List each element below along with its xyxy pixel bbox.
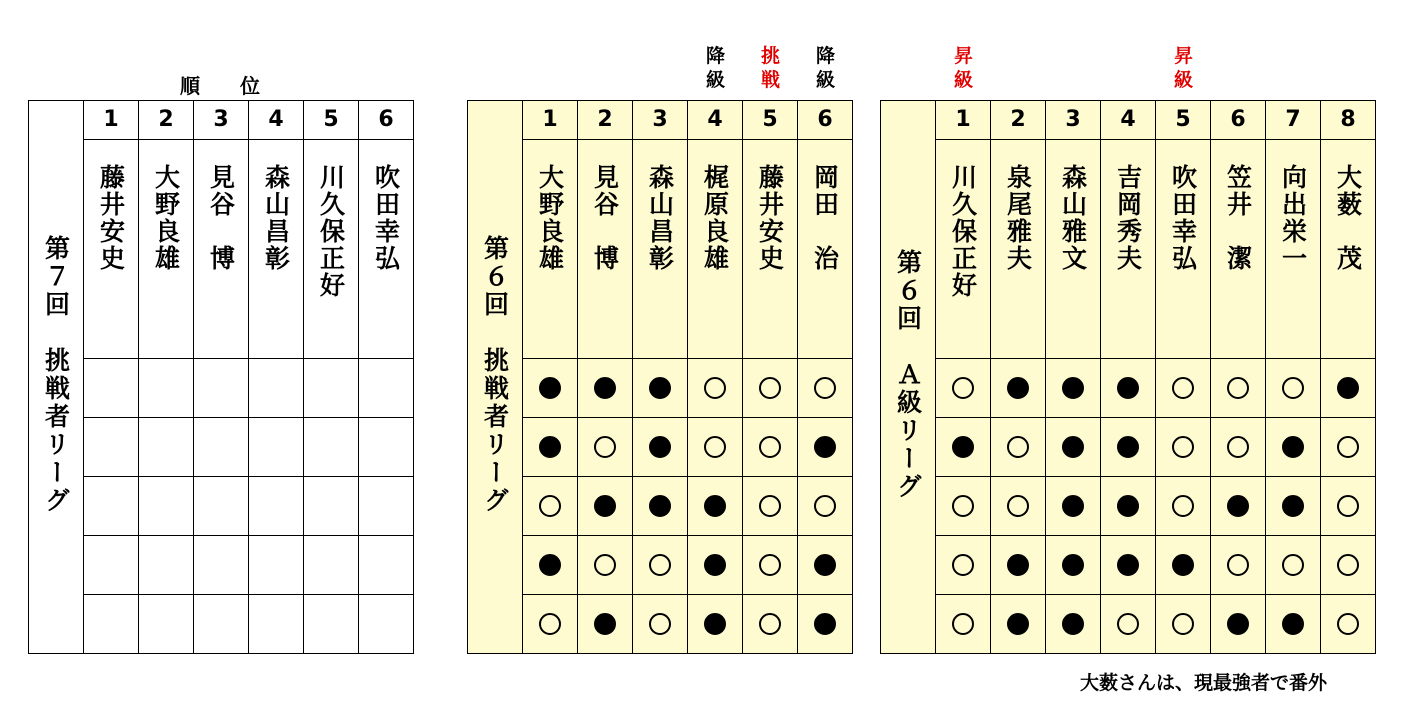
result-cell: [578, 595, 633, 654]
win-mark: [1227, 436, 1249, 458]
result-cell: [1211, 536, 1266, 595]
player-name-cell: [1101, 140, 1156, 359]
loss-mark: [1337, 377, 1359, 399]
rank-number: 1: [84, 101, 139, 140]
rank-number: 2: [139, 101, 194, 140]
rank-number: 6: [798, 101, 853, 140]
loss-mark: [1062, 377, 1084, 399]
player-name: 岡田 治: [810, 164, 840, 272]
rank-number: 6: [1211, 101, 1266, 140]
result-cell: [1156, 536, 1211, 595]
loss-mark: [1062, 554, 1084, 576]
player-name-cell: [1156, 140, 1211, 359]
player-name: 川久保正好: [948, 164, 978, 299]
result-cell: [359, 536, 414, 595]
result-cell: [359, 477, 414, 536]
player-name-cell: [688, 140, 743, 359]
player-name-cell: [1211, 140, 1266, 359]
rank-number: 3: [194, 101, 249, 140]
player-name: 泉尾雅夫: [1003, 164, 1033, 272]
result-cell: [194, 536, 249, 595]
win-mark: [1227, 554, 1249, 576]
result-cell: [1321, 418, 1376, 477]
result-cell: [1156, 477, 1211, 536]
win-mark: [759, 554, 781, 576]
loss-mark: [1227, 495, 1249, 517]
league-label: [29, 101, 84, 654]
result-cell: [1101, 418, 1156, 477]
win-mark: [1007, 436, 1029, 458]
loss-mark: [1172, 554, 1194, 576]
result-row: [29, 418, 414, 477]
player-name: 森山昌彰: [645, 164, 675, 272]
result-cell: [1266, 359, 1321, 418]
loss-mark: [814, 613, 836, 635]
player-name-cell: [139, 140, 194, 359]
loss-mark: [1007, 554, 1029, 576]
result-row: [468, 418, 853, 477]
rank-number: 2: [578, 101, 633, 140]
loss-mark: [594, 377, 616, 399]
result-cell: [936, 477, 991, 536]
result-cell: [688, 477, 743, 536]
player-name-cell: [304, 140, 359, 359]
result-cell: [798, 477, 853, 536]
result-cell: [798, 418, 853, 477]
win-mark: [649, 613, 671, 635]
result-cell: [688, 418, 743, 477]
rank-number: 3: [633, 101, 688, 140]
player-name: 吹田幸弘: [371, 164, 401, 272]
result-row: [29, 359, 414, 418]
player-name-cell: [359, 140, 414, 359]
result-cell: [1321, 595, 1376, 654]
result-cell: [1101, 477, 1156, 536]
player-name-cell: [798, 140, 853, 359]
result-cell: [304, 536, 359, 595]
result-cell: [359, 359, 414, 418]
result-cell: [1101, 359, 1156, 418]
result-cell: [1211, 477, 1266, 536]
player-name: 笠井 潔: [1223, 164, 1253, 272]
win-mark: [814, 377, 836, 399]
loss-mark: [704, 554, 726, 576]
rank-number: 5: [1156, 101, 1211, 140]
result-cell: [633, 477, 688, 536]
player-name: 見谷 博: [206, 164, 236, 272]
result-cell: [798, 536, 853, 595]
result-cell: [936, 359, 991, 418]
win-mark: [1282, 554, 1304, 576]
result-cell: [936, 536, 991, 595]
rank-number: 5: [743, 101, 798, 140]
result-cell: [1046, 418, 1101, 477]
result-cell: [249, 418, 304, 477]
loss-mark: [1227, 613, 1249, 635]
result-cell: [139, 536, 194, 595]
result-row: [881, 359, 1376, 418]
result-cell: [578, 418, 633, 477]
result-cell: [194, 359, 249, 418]
result-row: [468, 359, 853, 418]
result-row: [468, 536, 853, 595]
result-row: [29, 536, 414, 595]
result-cell: [798, 595, 853, 654]
win-mark: [759, 436, 781, 458]
loss-mark: [1062, 495, 1084, 517]
win-mark: [1282, 377, 1304, 399]
result-cell: [194, 595, 249, 654]
result-row: [881, 595, 1376, 654]
player-name-cell: [633, 140, 688, 359]
win-mark: [952, 495, 974, 517]
result-cell: [798, 359, 853, 418]
win-mark: [952, 377, 974, 399]
rank-number: 8: [1321, 101, 1376, 140]
loss-mark: [1062, 613, 1084, 635]
win-mark: [704, 436, 726, 458]
win-mark: [1007, 495, 1029, 517]
win-mark: [952, 613, 974, 635]
result-cell: [1211, 359, 1266, 418]
win-mark: [1117, 613, 1139, 635]
win-mark: [1337, 554, 1359, 576]
result-cell: [991, 418, 1046, 477]
result-cell: [743, 595, 798, 654]
a-league-6-table: [880, 100, 1376, 654]
result-cell: [249, 595, 304, 654]
result-cell: [688, 595, 743, 654]
loss-mark: [1282, 613, 1304, 635]
result-cell: [84, 359, 139, 418]
loss-mark: [539, 377, 561, 399]
result-row: [881, 536, 1376, 595]
league-label: [881, 101, 936, 654]
player-name: 大野良雄: [535, 164, 565, 272]
result-cell: [1046, 359, 1101, 418]
result-cell: [523, 536, 578, 595]
loss-mark: [1117, 436, 1139, 458]
result-cell: [743, 418, 798, 477]
loss-mark: [649, 377, 671, 399]
result-cell: [84, 418, 139, 477]
rank-number: 4: [249, 101, 304, 140]
win-mark: [704, 377, 726, 399]
result-cell: [304, 359, 359, 418]
result-cell: [1321, 477, 1376, 536]
result-cell: [633, 595, 688, 654]
result-cell: [523, 359, 578, 418]
challenger-league-6-table: [467, 100, 853, 654]
result-row: [881, 477, 1376, 536]
result-cell: [359, 418, 414, 477]
league-label-text: 第６回 挑戦者リーグ: [480, 235, 510, 515]
loss-mark: [1282, 495, 1304, 517]
win-mark: [539, 613, 561, 635]
result-cell: [84, 595, 139, 654]
player-name-cell: [936, 140, 991, 359]
player-name: 藤井安史: [755, 164, 785, 272]
rank-number: 4: [1101, 101, 1156, 140]
result-cell: [1266, 477, 1321, 536]
player-name-cell: [249, 140, 304, 359]
result-cell: [1211, 418, 1266, 477]
player-name: 大野良雄: [151, 164, 181, 272]
loss-mark: [1007, 377, 1029, 399]
player-name: 森山昌彰: [261, 164, 291, 272]
win-mark: [1172, 377, 1194, 399]
result-cell: [249, 536, 304, 595]
result-cell: [194, 418, 249, 477]
win-mark: [814, 495, 836, 517]
result-cell: [991, 477, 1046, 536]
result-cell: [84, 536, 139, 595]
result-cell: [633, 418, 688, 477]
result-cell: [139, 359, 194, 418]
player-name-cell: [1321, 140, 1376, 359]
result-cell: [578, 477, 633, 536]
result-cell: [633, 359, 688, 418]
player-name: 大薮 茂: [1333, 164, 1363, 272]
result-cell: [139, 418, 194, 477]
win-mark: [649, 554, 671, 576]
loss-mark: [1062, 436, 1084, 458]
win-mark: [952, 554, 974, 576]
result-cell: [139, 595, 194, 654]
loss-mark: [814, 554, 836, 576]
rank-number: 6: [359, 101, 414, 140]
rank-number: 5: [304, 101, 359, 140]
player-name: 藤井安史: [96, 164, 126, 272]
result-cell: [1266, 595, 1321, 654]
player-name-cell: [578, 140, 633, 359]
result-cell: [936, 595, 991, 654]
result-cell: [1046, 477, 1101, 536]
player-name-cell: [743, 140, 798, 359]
loss-mark: [539, 554, 561, 576]
result-cell: [991, 595, 1046, 654]
result-cell: [633, 536, 688, 595]
status-label: 降級: [815, 45, 835, 91]
win-mark: [1337, 436, 1359, 458]
loss-mark: [704, 613, 726, 635]
result-row: [29, 595, 414, 654]
player-name: 向出栄一: [1278, 164, 1308, 272]
result-cell: [991, 359, 1046, 418]
result-cell: [1156, 359, 1211, 418]
result-cell: [743, 359, 798, 418]
player-name: 見谷 博: [590, 164, 620, 272]
league-label: [468, 101, 523, 654]
league-label-text: 第６回 Ａ級リーグ: [893, 249, 923, 501]
loss-mark: [649, 436, 671, 458]
loss-mark: [1007, 613, 1029, 635]
result-cell: [1046, 536, 1101, 595]
rank-number: 2: [991, 101, 1046, 140]
player-name-cell: [194, 140, 249, 359]
player-name: 吹田幸弘: [1168, 164, 1198, 272]
status-label: 挑戦: [760, 45, 780, 91]
result-cell: [578, 536, 633, 595]
rank-number: 4: [688, 101, 743, 140]
player-name: 梶原良雄: [700, 164, 730, 272]
player-name-cell: [991, 140, 1046, 359]
result-cell: [84, 477, 139, 536]
result-row: [881, 418, 1376, 477]
result-cell: [304, 418, 359, 477]
result-cell: [743, 477, 798, 536]
result-cell: [1101, 536, 1156, 595]
result-cell: [249, 477, 304, 536]
loss-mark: [704, 495, 726, 517]
win-mark: [1337, 613, 1359, 635]
loss-mark: [1117, 554, 1139, 576]
win-mark: [594, 554, 616, 576]
rank-header: 順 位: [180, 74, 260, 98]
result-cell: [1211, 595, 1266, 654]
player-name: 森山雅文: [1058, 164, 1088, 272]
result-cell: [578, 359, 633, 418]
win-mark: [759, 613, 781, 635]
win-mark: [594, 436, 616, 458]
win-mark: [1172, 495, 1194, 517]
win-mark: [1227, 377, 1249, 399]
result-cell: [1046, 595, 1101, 654]
result-cell: [1101, 595, 1156, 654]
player-name: 吉岡秀夫: [1113, 164, 1143, 272]
rank-number: 1: [936, 101, 991, 140]
result-cell: [523, 595, 578, 654]
result-cell: [1156, 595, 1211, 654]
result-cell: [1156, 418, 1211, 477]
result-cell: [1321, 536, 1376, 595]
player-name-cell: [1046, 140, 1101, 359]
player-name-cell: [1266, 140, 1321, 359]
result-row: [29, 477, 414, 536]
result-cell: [194, 477, 249, 536]
result-cell: [304, 595, 359, 654]
loss-mark: [952, 436, 974, 458]
result-cell: [523, 477, 578, 536]
loss-mark: [814, 436, 836, 458]
loss-mark: [1117, 495, 1139, 517]
result-cell: [1266, 418, 1321, 477]
status-label: 降級: [705, 45, 725, 91]
result-cell: [743, 536, 798, 595]
loss-mark: [594, 495, 616, 517]
player-name-cell: [523, 140, 578, 359]
loss-mark: [1117, 377, 1139, 399]
result-row: [468, 595, 853, 654]
result-cell: [523, 418, 578, 477]
win-mark: [759, 377, 781, 399]
rank-number: 1: [523, 101, 578, 140]
loss-mark: [649, 495, 671, 517]
result-cell: [249, 359, 304, 418]
challenger-league-7-table: [28, 100, 414, 654]
player-name: 川久保正好: [316, 164, 346, 299]
result-cell: [936, 418, 991, 477]
rank-number: 3: [1046, 101, 1101, 140]
result-cell: [304, 477, 359, 536]
rank-number: 7: [1266, 101, 1321, 140]
result-row: [468, 477, 853, 536]
status-label: 昇級: [1173, 45, 1193, 91]
footnote: 大薮さんは、現最強者で番外: [1080, 672, 1328, 694]
loss-mark: [1282, 436, 1304, 458]
league-label-text: 第７回 挑戦者リーグ: [41, 235, 71, 515]
result-cell: [139, 477, 194, 536]
win-mark: [1172, 436, 1194, 458]
result-cell: [688, 536, 743, 595]
result-cell: [1321, 359, 1376, 418]
status-label: 昇級: [953, 45, 973, 91]
win-mark: [759, 495, 781, 517]
result-cell: [1266, 536, 1321, 595]
result-cell: [359, 595, 414, 654]
win-mark: [1172, 613, 1194, 635]
result-cell: [688, 359, 743, 418]
loss-mark: [539, 436, 561, 458]
win-mark: [1337, 495, 1359, 517]
result-cell: [991, 536, 1046, 595]
win-mark: [539, 495, 561, 517]
loss-mark: [594, 613, 616, 635]
player-name-cell: [84, 140, 139, 359]
